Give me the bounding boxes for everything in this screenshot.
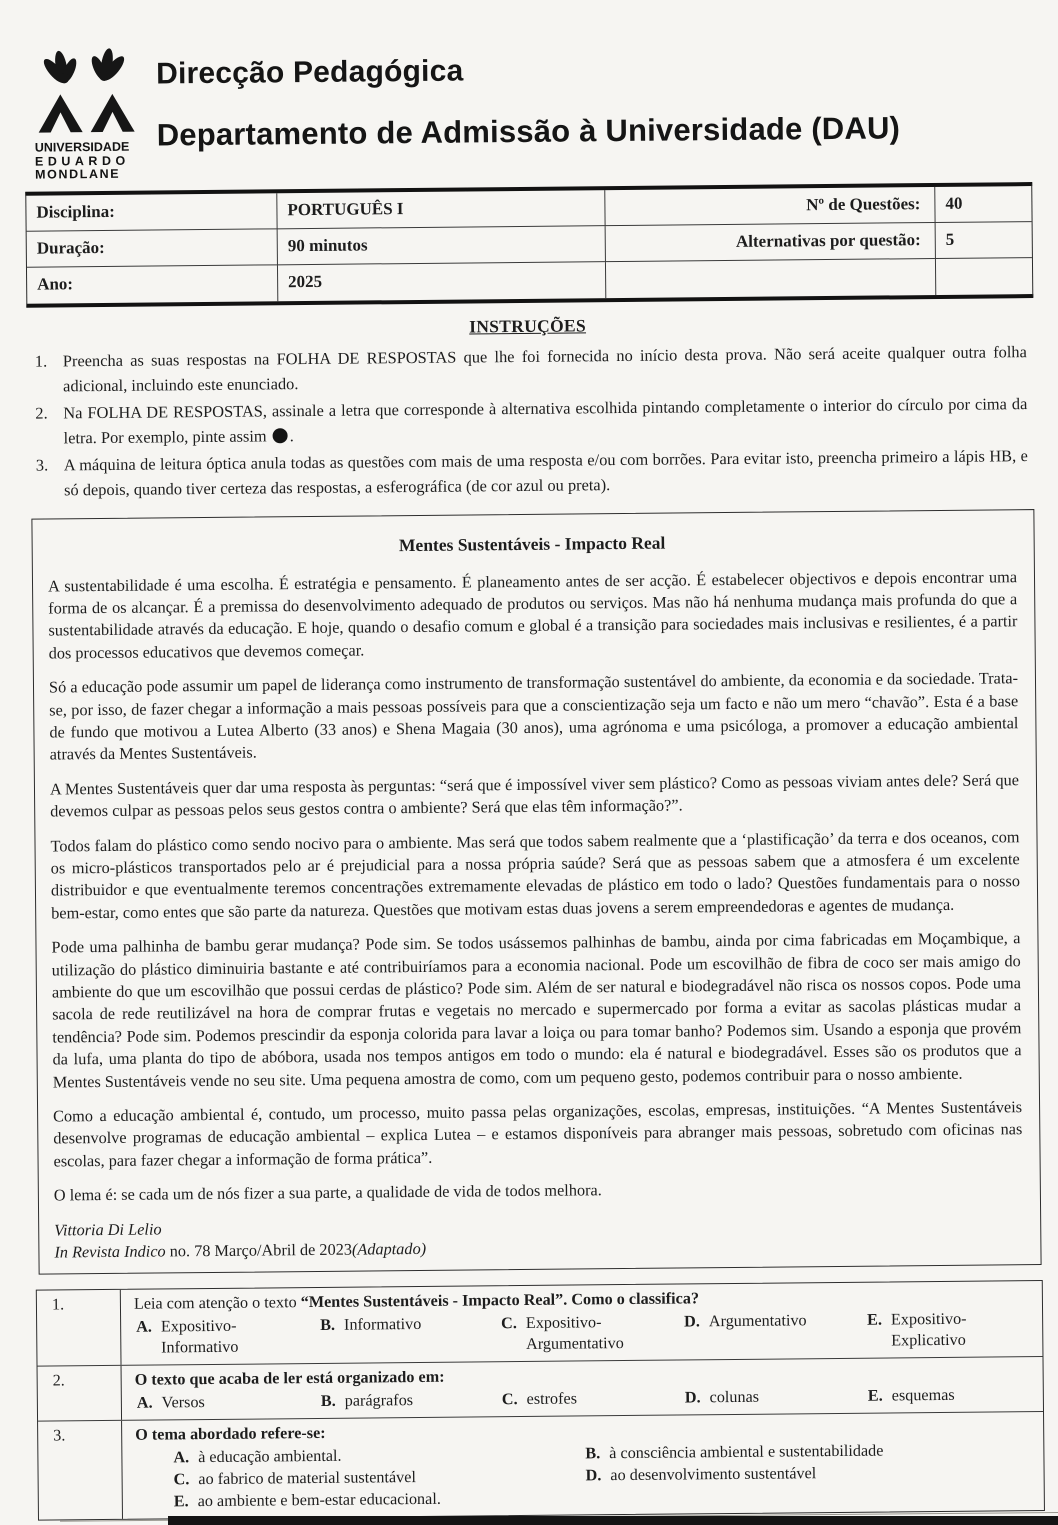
option-letter: D. xyxy=(684,1311,700,1332)
question-row-2 xyxy=(38,1357,1043,1422)
option-c xyxy=(501,1311,684,1355)
option-text: Informativo xyxy=(344,1314,422,1336)
question-body xyxy=(121,1281,1043,1365)
instruction-text xyxy=(63,391,1027,450)
source-journal: In Revista Indico xyxy=(54,1241,165,1261)
options-row xyxy=(134,1308,1030,1359)
question-row-3 xyxy=(38,1412,1044,1520)
num-questoes-value: 40 xyxy=(934,186,1031,223)
ano-value: 2025 xyxy=(277,262,605,301)
option-letter: D. xyxy=(685,1387,701,1408)
option-text: parágrafos xyxy=(345,1390,414,1412)
reading-text-box xyxy=(31,509,1041,1275)
option-d xyxy=(685,1385,868,1408)
stem-regular: Leia com atenção o texto xyxy=(134,1293,301,1313)
instruction-item-1 xyxy=(29,339,1027,399)
instruction-text: Preencha as suas respostas na FOLHA DE RESPOSTAS que lhe foi fornecida no início desta prova. Não será aceite qualquer outra folha adicional, incluindo este enunciado. xyxy=(63,339,1027,398)
questions-table xyxy=(36,1280,1045,1521)
direccao-pedagogica-title: Direcção Pedagógica xyxy=(156,50,900,91)
question-body xyxy=(122,1412,1044,1519)
option-letter: C. xyxy=(501,1313,517,1355)
departamento-title: Departamento de Admissão à Universidade (DAU) xyxy=(157,110,901,153)
option-b xyxy=(583,1439,1031,1464)
alternativas-label: Alternativas por questão: xyxy=(605,222,935,261)
option-text: estrofes xyxy=(527,1388,578,1409)
reading-paragraph-4: Todos falam do plástico como sendo nocivo para o ambiente. Mas será que todos sabem realmente que a ‘plastificação’ da terra e dos oceanos, com os micro-plásticos transportados pelo ar é prejudicial para a nossa própria saúde? Será que as pessoas sabem que a atmosfera é um excelente distribuidor e que eventualmente teremos concentrações extremamente elevadas de plástico em todo o lado? Questões fundamentais para o nosso bem-estar, como entes que são parte da natureza. Questões que motivam estas duas jovens a serem empreendedoras e agentes de mudança. xyxy=(50,826,1020,925)
question-row-1 xyxy=(37,1281,1043,1367)
reading-paragraph-5: Pode uma palhinha de bambu gerar mudança? Pode sim. Se todos usássemos palhinhas de bambu, ainda por cima fabricadas em Moçambique, a utilização do plástico diminuiria bastante e até contribuiríamos para a economia nacional. Pode um escovilhão de fibra de coco ser mais amigo do ambiente do que um escovilhão que possui cerdas de plástico? Pode sim. Além de ser natural e biodegradável não risca os nossos copos. Pode uma sacola de rede reutilizável na hora de comprar frutas e vegetais no mercado e supermercado por forma a evitar as sacolas plásticas mudar a tendência? Pode sim. Podemos prescindir da esponja colorida para lavar a loiça ou para tomar banho? Podemos sim. Usando a esponja que provém da lufa, uma planta do tipo de abóbora, usada nos tempos antigos em todo o mundo: ela é natural e biodegradável. Esses são os produtos que a Mentes Sustentáveis vende no seu site. Uma pequena amostra de como, com um pequeno gesto, podemos contribuir para o nosso ambiente. xyxy=(51,927,1021,1093)
stem-bold: “Mentes Sustentáveis - Impacto Real”. Como o classifica? xyxy=(301,1289,699,1311)
alternativas-value: 5 xyxy=(935,222,1032,259)
uem-logo-icon xyxy=(34,38,139,135)
exam-info-table xyxy=(25,182,1033,308)
option-d xyxy=(584,1461,1032,1486)
option-b xyxy=(321,1389,502,1412)
option-text: Expositivo-Argumentativo xyxy=(526,1312,636,1355)
option-letter: A. xyxy=(136,1316,152,1358)
reading-paragraph-7: O lema é: se cada um de nós fizer a sua parte, a qualidade de vida de todos melhora. xyxy=(54,1175,1023,1207)
option-a xyxy=(135,1443,583,1468)
option-text: Expositivo-Explicativo xyxy=(891,1308,1001,1351)
option-letter: E. xyxy=(868,1385,883,1406)
option-text: colunas xyxy=(710,1386,760,1407)
instruction-item-3 xyxy=(30,443,1028,503)
option-letter: B. xyxy=(320,1314,335,1335)
option-letter: E. xyxy=(174,1491,189,1512)
option-text: à consciência ambiental e sustentabilidade xyxy=(609,1440,883,1464)
reading-title: Mentes Sustentáveis - Impacto Real xyxy=(48,529,1017,559)
option-text: ao ambiente e bem-estar educacional. xyxy=(198,1488,441,1511)
option-c xyxy=(136,1465,584,1490)
option-letter: E. xyxy=(867,1309,882,1351)
empty-cell xyxy=(605,258,935,297)
option-e xyxy=(868,1384,1031,1407)
question-body xyxy=(122,1357,1043,1420)
option-c xyxy=(502,1387,685,1410)
question-number: 1. xyxy=(37,1290,122,1366)
author-byline: Vittoria Di Lelio xyxy=(54,1210,1023,1241)
instruction-item-2 xyxy=(29,391,1027,451)
instruction-text: A máquina de leitura óptica anula todas as questões com mais de uma resposta e/ou com borrões. Para evitar isto, preencha primeiro a lápis HB, e só depois, quando tiver certeza das respostas, a esferográfica (de cor azul ou preta). xyxy=(64,443,1028,502)
empty-cell xyxy=(935,258,1032,295)
university-logo xyxy=(34,38,143,183)
duracao-value: 90 minutos xyxy=(277,226,605,265)
reading-paragraph-2: Só a educação pode assumir um papel de liderança como instrumento de transformação sustentável do ambiente, da economia e da sociedade. Trata-se, por isso, de fazer chegar a informação a mais pessoas possíveis para que a conscientização seja um facto e não um mero “chavão”. Esta é a base de fundo que motivou a Lutea Alberto (33 anos) e Shena Magaia (30 anos), uma agrónoma e uma psicóloga, a promover a educação ambiental através da Mentes Sustentáveis. xyxy=(49,667,1019,766)
option-text: ao fabrico de material sustentável xyxy=(198,1467,416,1490)
disciplina-value: PORTUGUÊS I xyxy=(276,190,604,229)
filled-circle-example-icon xyxy=(273,428,288,443)
option-text: ao desenvolvimento sustentável xyxy=(610,1463,816,1486)
university-name: UNIVERSIDADE EDUARDO MONDLANE xyxy=(35,141,143,183)
option-letter: C. xyxy=(502,1389,518,1410)
disciplina-label: Disciplina: xyxy=(26,193,276,231)
option-d xyxy=(684,1309,867,1332)
option-text: Versos xyxy=(162,1392,205,1413)
reading-paragraph-1: A sustentabilidade é uma escolha. É estratégia e pensamento. É planeamento antes de ser acção. É estabelecer objectivos e depois encontrar uma forma de os alcançar. É a premissa do desenvolvimento adequado de produtos ou serviços. Mas não há nenhuma mudança mais profunda do que a sustentabilidade através da educação. E hoje, quando o desafio comum e global é a transição para sociedades mais inclusivas e resilientes, é a partir dos processos educativos que devemos começar. xyxy=(48,566,1018,665)
reading-paragraph-6: Como a educação ambiental é, contudo, um processo, muito passa pelas organizações, escolas, empresas, instituições. “A Mentes Sustentáveis desenvolve programas de educação ambiental – explica Lutea – e estamos disponíveis para abranger mais pessoas, sobretudo com oficinas nas escolas, para fazer chegar a informação de forma prática”. xyxy=(53,1096,1023,1173)
option-e xyxy=(867,1308,1030,1352)
option-text: Expositivo-Informativo xyxy=(161,1315,271,1358)
source-issue: no. 78 Março/Abril de 2023 xyxy=(166,1239,352,1260)
option-text: esquemas xyxy=(892,1385,955,1407)
instruction-number: 2. xyxy=(29,400,63,450)
option-letter: A. xyxy=(137,1392,153,1413)
option-b xyxy=(320,1313,501,1336)
scanned-exam-page xyxy=(0,34,1058,1525)
instructions-heading: INSTRUÇÕES xyxy=(28,311,1026,342)
option-letter: B. xyxy=(585,1443,600,1464)
instruction-text-before: Na FOLHA DE RESPOSTAS, assinale a letra que corresponde à alternativa escolhida pintando completamente o interior do círculo por cima da letra. Por exemplo, pinte assim xyxy=(63,394,1027,447)
reading-paragraph-3: A Mentes Sustentáveis quer dar uma resposta às perguntas: “será que é impossível viver sem plástico? Como as pessoas viviam antes dele? Será que devemos culpar as pessoas pelos seus gestos contra o ambiente? Será que elas têm informação?”. xyxy=(50,769,1019,823)
option-letter: C. xyxy=(174,1469,190,1490)
duracao-label: Duração: xyxy=(27,229,277,267)
stem-bold: O tema abordado refere-se: xyxy=(135,1424,326,1444)
instructions-section xyxy=(28,311,1028,503)
instruction-number: 3. xyxy=(30,452,64,502)
option-text: à educação ambiental. xyxy=(198,1445,342,1467)
source-adapted: (Adaptado) xyxy=(352,1239,426,1259)
instruction-number: 1. xyxy=(29,348,63,398)
question-number: 2. xyxy=(38,1366,123,1421)
option-letter: A. xyxy=(173,1447,189,1468)
option-a xyxy=(134,1315,320,1359)
header-titles xyxy=(156,30,901,181)
num-questoes-label: Nº de Questões: xyxy=(604,187,934,226)
scan-edge-bar xyxy=(168,1516,1058,1525)
option-a xyxy=(135,1391,321,1414)
stem-bold: O texto que acaba de ler está organizado em: xyxy=(135,1367,445,1388)
option-letter: B. xyxy=(321,1390,336,1411)
option-text: Argumentativo xyxy=(709,1310,807,1332)
options-grid xyxy=(135,1439,1032,1513)
question-number: 3. xyxy=(38,1421,123,1520)
document-header xyxy=(34,29,1033,182)
ano-label: Ano: xyxy=(27,265,277,303)
instruction-text-after: . xyxy=(290,426,294,445)
option-letter: D. xyxy=(586,1465,602,1486)
